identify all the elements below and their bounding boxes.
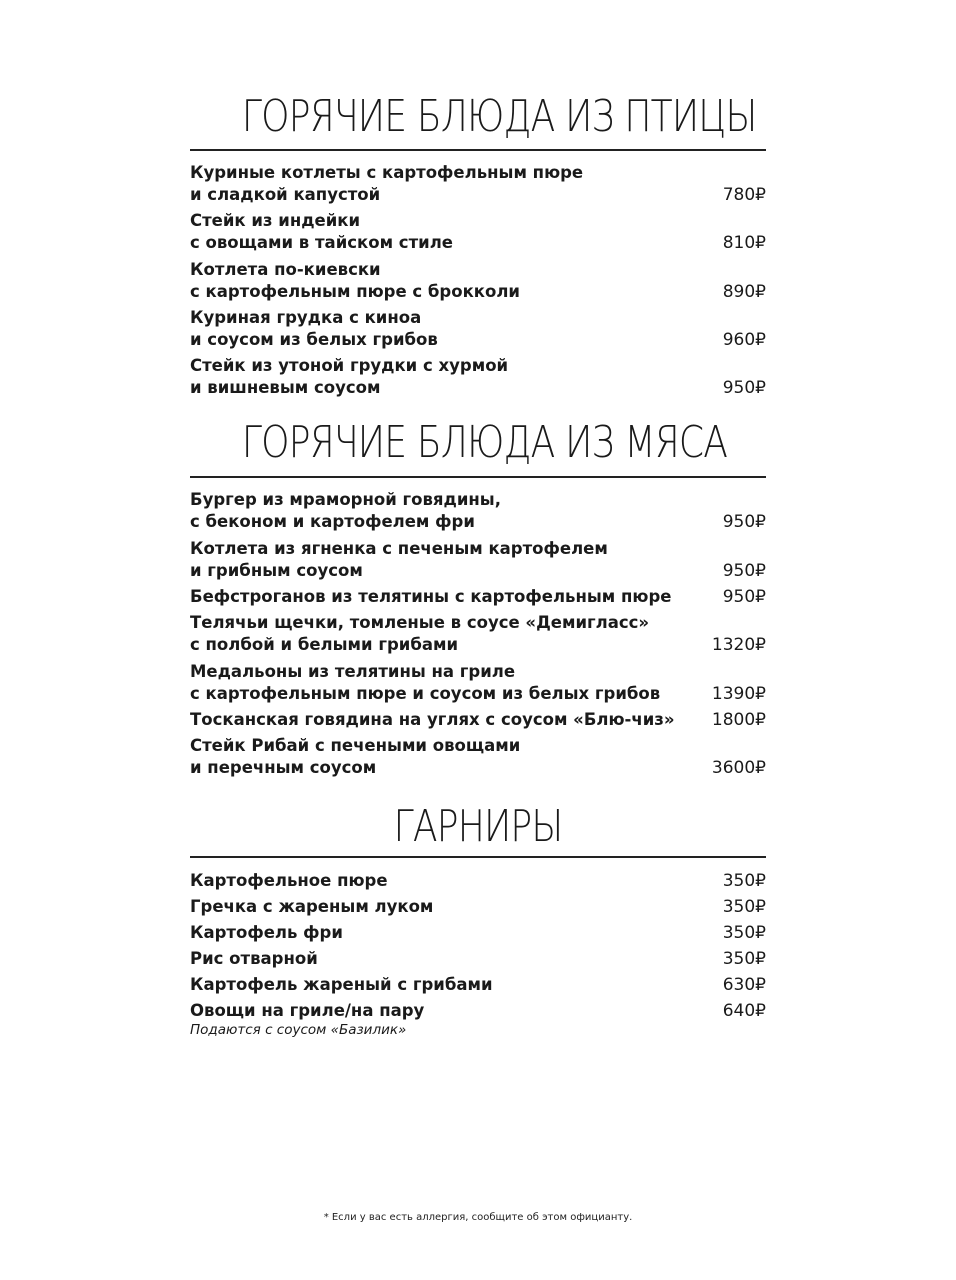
item-name-line: Тосканская говядина на углях с соусом «Блю-чиз» [190, 710, 675, 729]
item-price: 780₽ [722, 185, 766, 205]
menu-item [190, 661, 766, 705]
item-name-line: Котлета из ягненка с печеным картофелем [190, 539, 608, 558]
item-name-line: и перечным соусом [190, 758, 377, 777]
item-note: Подаются с соусом «Базилик» [190, 1022, 407, 1038]
item-name-line: Картофельное пюре [190, 871, 388, 890]
menu-item [190, 162, 766, 206]
item-name-line: Телячьи щечки, томленые в соусе «Демигласс» [190, 613, 650, 632]
menu-item [190, 307, 766, 351]
item-price: 950₽ [722, 561, 766, 581]
menu-item [190, 259, 766, 303]
item-name-line: и соусом из белых грибов [190, 330, 438, 349]
item-price: 3600₽ [711, 758, 766, 778]
item-name-line: Стейк из индейки [190, 211, 361, 230]
item-name-line: Картофель жареный с грибами [190, 975, 493, 994]
menu-item [190, 948, 766, 970]
menu-item [190, 538, 766, 582]
section-title: ГАРНИРЫ [393, 801, 563, 852]
section-poultry [190, 91, 766, 398]
item-name-line: Овощи на гриле/на пару [190, 1001, 425, 1020]
item-name-line: с овощами в тайском стиле [190, 233, 453, 252]
item-price: 950₽ [722, 587, 766, 607]
item-name-line: Бургер из мраморной говядины, [190, 490, 501, 509]
divider [190, 149, 766, 151]
allergy-footnote: * Если у вас есть аллергия, сообщите об этом официанту. [323, 1212, 633, 1223]
item-price: 640₽ [722, 1001, 766, 1021]
item-name-line: с полбой и белыми грибами [190, 635, 459, 654]
item-price: 810₽ [722, 233, 766, 253]
menu-item [190, 1000, 766, 1022]
item-price: 890₽ [722, 282, 766, 302]
menu-item [190, 974, 766, 996]
item-price: 350₽ [722, 897, 766, 917]
item-price: 950₽ [722, 378, 766, 398]
item-name-line: Стейк из утоной грудки с хурмой [190, 356, 509, 375]
item-name-line: и сладкой капустой [190, 185, 381, 204]
menu-item [190, 586, 766, 608]
item-name-line: Бефстроганов из телятины с картофельным пюре [190, 587, 672, 606]
menu-item [190, 489, 766, 533]
item-name-line: Картофель фри [190, 923, 343, 942]
section-title: ГОРЯЧИЕ БЛЮДА ИЗ ПТИЦЫ [241, 91, 757, 142]
item-name-line: Куриная грудка с киноа [190, 308, 422, 327]
item-price: 960₽ [722, 330, 766, 350]
item-name-line: Куриные котлеты с картофельным пюре [190, 163, 584, 182]
item-name-line: и грибным соусом [190, 561, 363, 580]
item-name-line: Гречка с жареным луком [190, 897, 434, 916]
item-price: 1800₽ [711, 710, 766, 730]
item-name-line: Котлета по-киевски [190, 260, 381, 279]
menu-item [190, 922, 766, 944]
item-price: 1320₽ [711, 635, 766, 655]
menu-item [190, 709, 766, 731]
item-price: 350₽ [722, 949, 766, 969]
item-name-line: Медальоны из телятины на гриле [190, 662, 516, 681]
item-price: 350₽ [722, 923, 766, 943]
divider [190, 476, 766, 478]
item-price: 350₽ [722, 871, 766, 891]
section-meat [190, 417, 766, 778]
menu-item [190, 735, 766, 779]
item-name-line: с картофельным пюре и соусом из белых грибов [190, 684, 661, 703]
menu-item [190, 896, 766, 918]
item-name-line: Рис отварной [190, 949, 318, 968]
divider [190, 856, 766, 858]
menu-item [190, 210, 766, 254]
item-name-line: с беконом и картофелем фри [190, 512, 475, 531]
section-title: ГОРЯЧИЕ БЛЮДА ИЗ МЯСА [241, 417, 728, 468]
item-price: 950₽ [722, 512, 766, 532]
item-name-line: Стейк Рибай с печеными овощами [190, 736, 521, 755]
item-name-line: и вишневым соусом [190, 378, 381, 397]
item-price: 1390₽ [711, 684, 766, 704]
menu-item [190, 870, 766, 892]
menu-item [190, 612, 766, 656]
item-price: 630₽ [722, 975, 766, 995]
menu-item [190, 355, 766, 399]
item-name-line: с картофельным пюре с брокколи [190, 282, 520, 301]
section-garnishes [190, 801, 766, 1038]
